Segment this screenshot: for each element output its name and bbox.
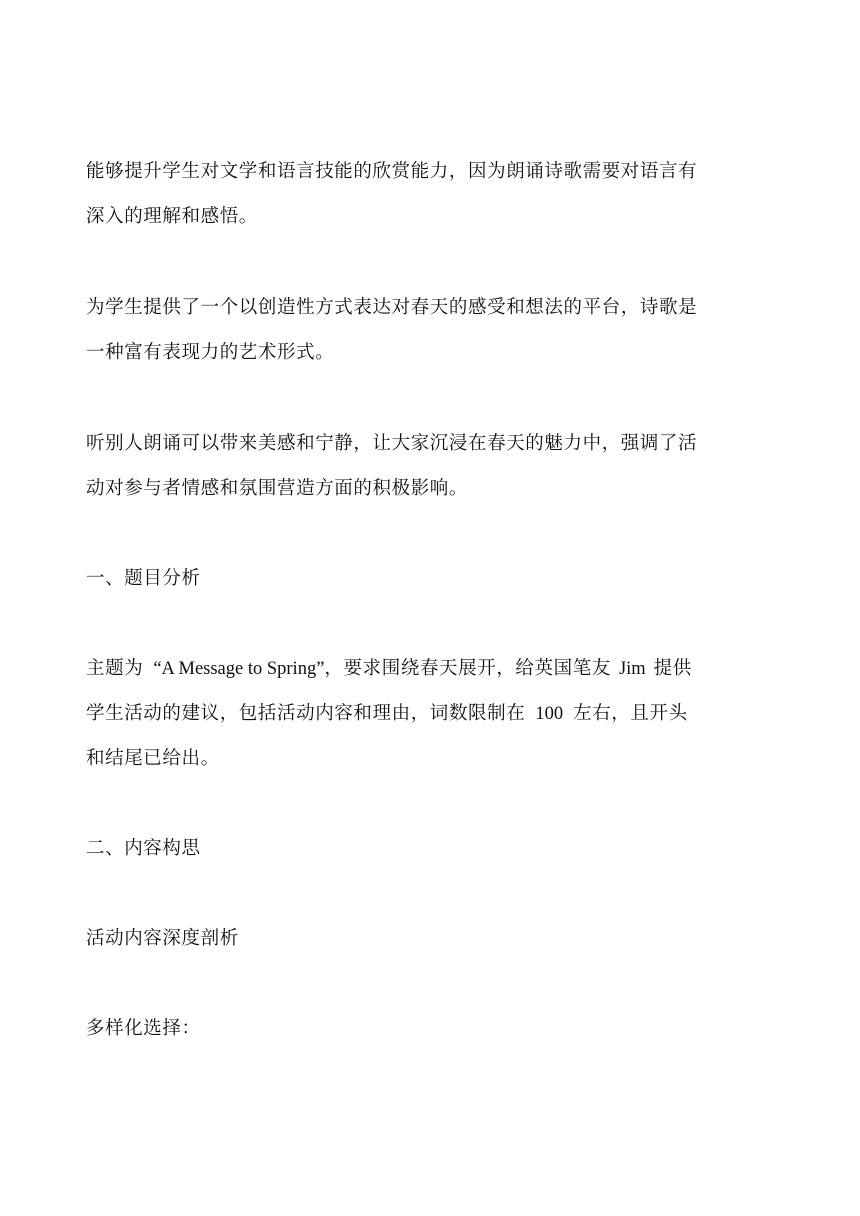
paragraph-4-text: 主题为 — [86, 658, 144, 679]
paragraph-4-text: 左右，且开头 — [573, 703, 688, 724]
subheading-activity-analysis: 活动内容深度剖析 — [86, 928, 239, 949]
paragraph-4-line-1 — [86, 657, 736, 681]
paragraph-4-text: 学生活动的建议，包括活动内容和理由，词数限制在 — [86, 703, 526, 724]
paragraph-4-word-count: 100 — [535, 704, 564, 724]
section-heading-topic-analysis: 一、题目分析 — [86, 568, 201, 589]
paragraph-4-text: ，要求围绕春天展开，给英国笔友 — [324, 658, 611, 679]
paragraph-3-line-1: 听别人朗诵可以带来美感和宁静，让大家沉浸在春天的魅力中，强调了活 — [86, 433, 698, 454]
paragraph-4-title-quote: “A Message to Spring” — [153, 659, 325, 679]
paragraph-4-name: Jim — [618, 659, 646, 679]
paragraph-1-line-1: 能够提升学生对文学和语言技能的欣赏能力，因为朗诵诗歌需要对语言有 — [86, 161, 698, 182]
paragraph-2-line-1: 为学生提供了一个以创造性方式表达对春天的感受和想法的平台，诗歌是 — [86, 297, 698, 318]
section-heading-content-plan: 二、内容构思 — [86, 838, 201, 859]
paragraph-2-line-2: 一种富有表现力的艺术形式。 — [86, 342, 335, 363]
paragraph-4-line-3: 和结尾已给出。 — [86, 748, 220, 769]
paragraph-3-line-2: 动对参与者情感和氛围营造方面的积极影响。 — [86, 478, 469, 499]
paragraph-4-line-2 — [86, 702, 736, 726]
paragraph-4-text: 提供 — [653, 658, 692, 679]
paragraph-5: 多样化选择： — [86, 1018, 201, 1039]
paragraph-1-line-2: 深入的理解和感悟。 — [86, 206, 258, 227]
